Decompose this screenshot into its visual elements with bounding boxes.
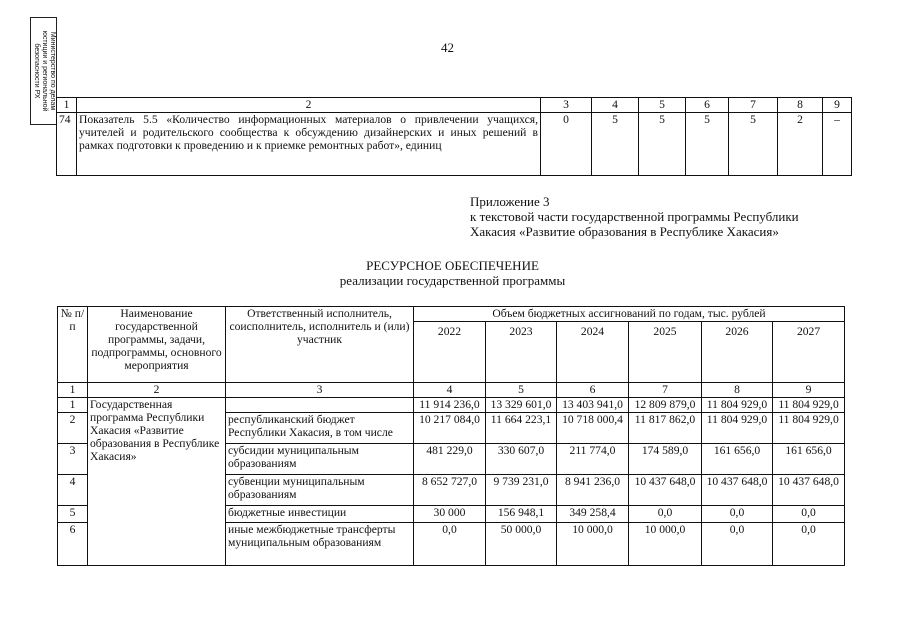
budget-value: 330 607,0 xyxy=(486,444,557,475)
row-number: 74 xyxy=(57,113,77,176)
row-executor: республиканский бюджет Республики Хакасия, в том числе xyxy=(226,413,414,444)
budget-value: 10 000,0 xyxy=(629,523,702,566)
table-header-row xyxy=(57,98,852,113)
indicator-value: – xyxy=(823,113,852,176)
budget-value: 0,0 xyxy=(773,523,845,566)
col-number: 1 xyxy=(57,98,77,113)
ministry-stamp xyxy=(30,17,57,125)
col-number: 7 xyxy=(629,383,702,398)
col-number: 2 xyxy=(77,98,541,113)
row-executor: субсидии муниципальным образованиям xyxy=(226,444,414,475)
header-year: 2027 xyxy=(773,322,845,383)
section-title: РЕСУРСНОЕ ОБЕСПЕЧЕНИЕ xyxy=(366,258,539,273)
appendix-line: Хакасия «Развитие образования в Республике Хакасия» xyxy=(470,224,779,239)
budget-value: 0,0 xyxy=(773,506,845,523)
header-year: 2022 xyxy=(414,322,486,383)
header-year: 2025 xyxy=(629,322,702,383)
budget-value: 0,0 xyxy=(414,523,486,566)
col-number: 7 xyxy=(729,98,778,113)
indicator-value: 5 xyxy=(686,113,729,176)
budget-value: 10 437 648,0 xyxy=(629,475,702,506)
row-number: 5 xyxy=(58,506,88,523)
budget-value: 161 656,0 xyxy=(773,444,845,475)
appendix-line: Приложение 3 xyxy=(470,194,550,209)
appendix-note xyxy=(470,194,799,239)
stamp-text: Министерство по делам юстиции и региональной безопасности РХ xyxy=(32,30,56,112)
budget-value: 8 652 727,0 xyxy=(414,475,486,506)
header-num: № п/п xyxy=(58,307,88,383)
budget-value: 11 914 236,0 xyxy=(414,398,486,413)
budget-value: 161 656,0 xyxy=(702,444,773,475)
budget-value: 30 000 xyxy=(414,506,486,523)
budget-value: 10 437 648,0 xyxy=(773,475,845,506)
resource-table xyxy=(57,306,845,566)
budget-value: 174 589,0 xyxy=(629,444,702,475)
budget-value: 11 804 929,0 xyxy=(773,413,845,444)
budget-value: 11 664 223,1 xyxy=(486,413,557,444)
row-number: 3 xyxy=(58,444,88,475)
budget-value: 10 000,0 xyxy=(557,523,629,566)
budget-value: 10 217 084,0 xyxy=(414,413,486,444)
budget-value: 50 000,0 xyxy=(486,523,557,566)
row-executor: иные межбюджетные трансферты муниципальным образованиям xyxy=(226,523,414,566)
row-number: 6 xyxy=(58,523,88,566)
row-executor xyxy=(226,398,414,413)
header-year: 2026 xyxy=(702,322,773,383)
col-number: 3 xyxy=(226,383,414,398)
budget-value: 211 774,0 xyxy=(557,444,629,475)
indicator-value: 0 xyxy=(541,113,592,176)
indicator-table xyxy=(56,97,852,176)
budget-value: 11 817 862,0 xyxy=(629,413,702,444)
col-number: 5 xyxy=(486,383,557,398)
row-executor: субвенции муниципальным образованиям xyxy=(226,475,414,506)
budget-value: 9 739 231,0 xyxy=(486,475,557,506)
header-executor: Ответственный исполнитель, соисполнитель, исполнитель и (или) участник xyxy=(226,307,414,383)
col-number: 9 xyxy=(773,383,845,398)
header-budget: Объем бюджетных ассигнований по годам, тыс. рублей xyxy=(414,307,845,322)
col-number: 4 xyxy=(414,383,486,398)
budget-value: 10 718 000,4 xyxy=(557,413,629,444)
header-year: 2023 xyxy=(486,322,557,383)
header-name: Наименование государственной программы, задачи, подпрограммы, основного мероприятия xyxy=(88,307,226,383)
budget-value: 13 329 601,0 xyxy=(486,398,557,413)
row-number: 4 xyxy=(58,475,88,506)
column-number-row xyxy=(58,383,845,398)
indicator-value: 5 xyxy=(639,113,686,176)
program-name: Государственная программа Республики Хакасия «Развитие образования в Республике Хакасия» xyxy=(88,398,226,566)
col-number: 2 xyxy=(88,383,226,398)
col-number: 8 xyxy=(778,98,823,113)
budget-value: 8 941 236,0 xyxy=(557,475,629,506)
budget-value: 0,0 xyxy=(702,506,773,523)
row-executor: бюджетные инвестиции xyxy=(226,506,414,523)
indicator-text: Показатель 5.5 «Количество информационных материалов о привлечении учащихся, учителей и родительского сообщества к обсуждению дизайнерских и иных решений в рамках подготовки к проведению и к приемке ремонтных работ», единиц xyxy=(77,113,541,176)
col-number: 9 xyxy=(823,98,852,113)
budget-value: 0,0 xyxy=(629,506,702,523)
budget-value: 11 804 929,0 xyxy=(702,413,773,444)
budget-value: 11 804 929,0 xyxy=(773,398,845,413)
section-subtitle: реализации государственной программы xyxy=(339,273,566,288)
budget-value: 349 258,4 xyxy=(557,506,629,523)
budget-value: 11 804 929,0 xyxy=(702,398,773,413)
indicator-value: 2 xyxy=(778,113,823,176)
header-year: 2024 xyxy=(557,322,629,383)
col-number: 8 xyxy=(702,383,773,398)
col-number: 4 xyxy=(592,98,639,113)
budget-value: 481 229,0 xyxy=(414,444,486,475)
budget-value: 12 809 879,0 xyxy=(629,398,702,413)
indicator-value: 5 xyxy=(729,113,778,176)
table-row xyxy=(57,113,852,176)
col-number: 6 xyxy=(557,383,629,398)
budget-value: 156 948,1 xyxy=(486,506,557,523)
budget-value: 10 437 648,0 xyxy=(702,475,773,506)
table-row xyxy=(58,398,845,413)
page-number: 42 xyxy=(441,40,454,55)
budget-value: 13 403 941,0 xyxy=(557,398,629,413)
row-number: 1 xyxy=(58,398,88,413)
row-number: 2 xyxy=(58,413,88,444)
indicator-value: 5 xyxy=(592,113,639,176)
budget-value: 0,0 xyxy=(702,523,773,566)
table-header-row xyxy=(58,307,845,322)
appendix-line: к текстовой части государственной программы Республики xyxy=(470,209,799,224)
col-number: 1 xyxy=(58,383,88,398)
col-number: 3 xyxy=(541,98,592,113)
col-number: 5 xyxy=(639,98,686,113)
col-number: 6 xyxy=(686,98,729,113)
